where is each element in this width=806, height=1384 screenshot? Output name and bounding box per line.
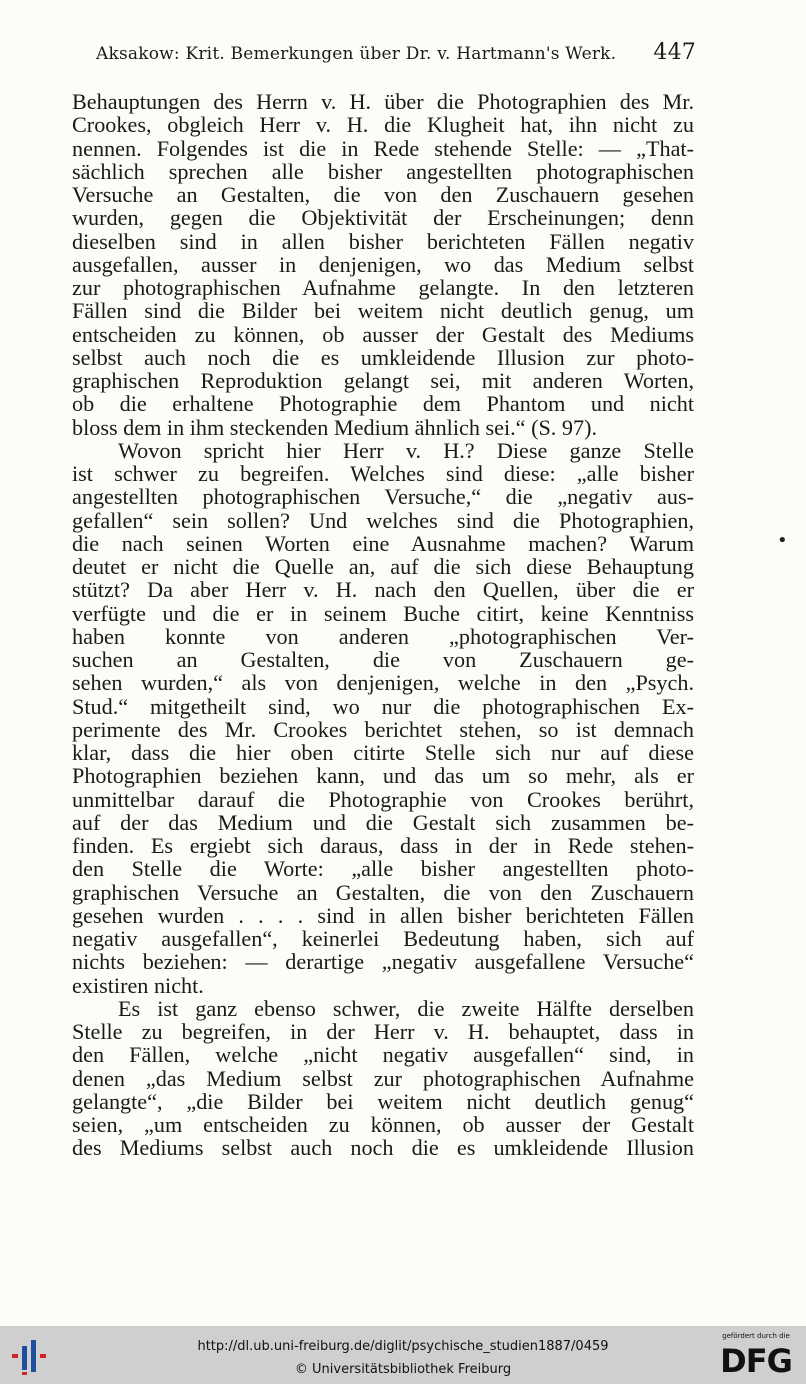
text-line: den Stelle die Worte: „alle bisher angestellten photo- — [72, 856, 694, 882]
text-line: auf der das Medium und die Gestalt sich zusammen be- — [72, 809, 694, 835]
text-line: Wovon spricht hier Herr v. H.? Diese ganze Stelle — [118, 437, 694, 463]
text-line: Stelle zu begreifen, in der Herr v. H. behauptet, dass in — [72, 1019, 694, 1044]
body-text — [72, 90, 694, 1160]
text-line: Crookes, obgleich Herr v. H. die Klugheit hat, ihn nicht zu — [72, 112, 694, 138]
text-line: haben konnte von anderen „photographischen Ver- — [72, 623, 694, 649]
text-line: graphischen Versuche an Gestalten, die von den Zuschauern — [72, 879, 694, 905]
text-line: den Fällen, welche „nicht negativ ausgefallen“ sind, in — [72, 1042, 694, 1068]
text-line: perimente des Mr. Crookes berichtet stehen, so ist demnach — [72, 716, 694, 742]
text-line: des Mediums selbst auch noch die es umkleidende Illusion — [72, 1135, 694, 1161]
text-line: Photographien beziehen kann, und das um so mehr, als er — [72, 763, 694, 789]
text-line: existiren nicht. — [72, 972, 204, 998]
text-line: gefallen“ sein sollen? Und welches sind die Photographien, — [72, 507, 694, 533]
source-url[interactable]: http://dl.ub.uni-freiburg.de/diglit/psychische_studien1887/0459 — [197, 1339, 609, 1354]
text-line: stützt? Da aber Herr v. H. nach den Quellen, über die er — [72, 577, 694, 603]
dfg-logo-icon: DFG — [720, 1342, 792, 1380]
text-line: nichts beziehen: — derartige „negativ ausgefallene Versuche“ — [72, 949, 694, 975]
text-line: ist schwer zu begreifen. Welches sind diese: „alle bisher — [72, 461, 694, 486]
text-line: dieselben sind in allen bisher berichteten Fällen negativ — [72, 228, 694, 254]
text-line: die nach seinen Worten eine Ausnahme machen? Warum — [72, 530, 694, 556]
copyright-notice: © Universitätsbibliothek Freiburg — [294, 1362, 512, 1377]
text-line: klar, dass die hier oben citirte Stelle sich nur auf diese — [72, 740, 694, 765]
text-line: seien, „um entscheiden zu können, ob ausser der Gestalt — [72, 1112, 694, 1137]
text-line: sehen wurden,“ als von denjenigen, welche in den „Psych. — [72, 670, 694, 696]
text-line: ob die erhaltene Photographie dem Phantom und nicht — [72, 391, 694, 417]
text-line: entscheiden zu können, ob ausser der Gestalt des Mediums — [72, 321, 694, 347]
margin-mark: • — [777, 530, 788, 551]
text-line: bloss dem in ihm steckenden Medium ähnlich sei.“ (S. 97). — [72, 414, 598, 440]
text-line: Fällen sind die Bilder bei weitem nicht deutlich genug, um — [72, 298, 694, 324]
text-line: ausgefallen, ausser in denjenigen, wo das Medium selbst — [72, 251, 694, 277]
text-line: Stud.“ mitgetheilt sind, wo nur die photographischen Ex- — [72, 693, 694, 719]
text-line: sächlich sprechen alle bisher angestellten photographischen — [72, 158, 694, 184]
footer-bar — [0, 1326, 806, 1384]
text-line: suchen an Gestalten, die von Zuschauern ge- — [72, 647, 694, 672]
text-line: selbst auch noch die es umkleidende Illusion zur photo- — [72, 344, 694, 370]
text-line: unmittelbar darauf die Photographie von Crookes berührt, — [72, 786, 694, 812]
text-line: graphischen Reproduktion gelangt sei, mit anderen Worten, — [72, 368, 694, 393]
text-line: Behauptungen des Herrn v. H. über die Photographien des Mr. — [72, 89, 694, 114]
text-line: angestellten photographischen Versuche,“ die „negativ aus- — [72, 484, 694, 510]
text-line: gelangte“, „die Bilder bei weitem nicht deutlich genug“ — [72, 1088, 694, 1114]
text-line: Versuche an Gestalten, die von den Zuschauern gesehen — [72, 182, 694, 207]
text-line: wurden, gegen die Objektivität der Erscheinungen; denn — [72, 205, 694, 231]
text-line: finden. Es ergiebt sich daraus, dass in der in Rede stehen- — [72, 833, 694, 858]
text-line: negativ ausgefallen“, keinerlei Bedeutung haben, sich auf — [72, 926, 694, 951]
text-line: Es ist ganz ebenso schwer, die zweite Hälfte derselben — [118, 995, 694, 1021]
dfg-tagline: gefördert durch die — [722, 1332, 790, 1340]
text-line: deutet er nicht die Quelle an, auf die sich diese Behauptung — [72, 554, 694, 579]
text-line: denen „das Medium selbst zur photographischen Aufnahme — [72, 1065, 694, 1091]
text-line: verfügte und die er in seinem Buche citirt, keine Kenntniss — [72, 600, 694, 626]
text-line: nennen. Folgendes ist die in Rede stehende Stelle: — „That- — [72, 135, 694, 161]
page-number: 447 — [653, 40, 696, 65]
running-header — [96, 40, 696, 65]
text-line: zur photographischen Aufnahme gelangte. In den letzteren — [72, 275, 694, 300]
running-title: Aksakow: Krit. Bemerkungen über Dr. v. Hartmann's Werk. — [96, 44, 617, 64]
text-line: gesehen wurden . . . . sind in allen bisher berichteten Fällen — [72, 902, 694, 928]
